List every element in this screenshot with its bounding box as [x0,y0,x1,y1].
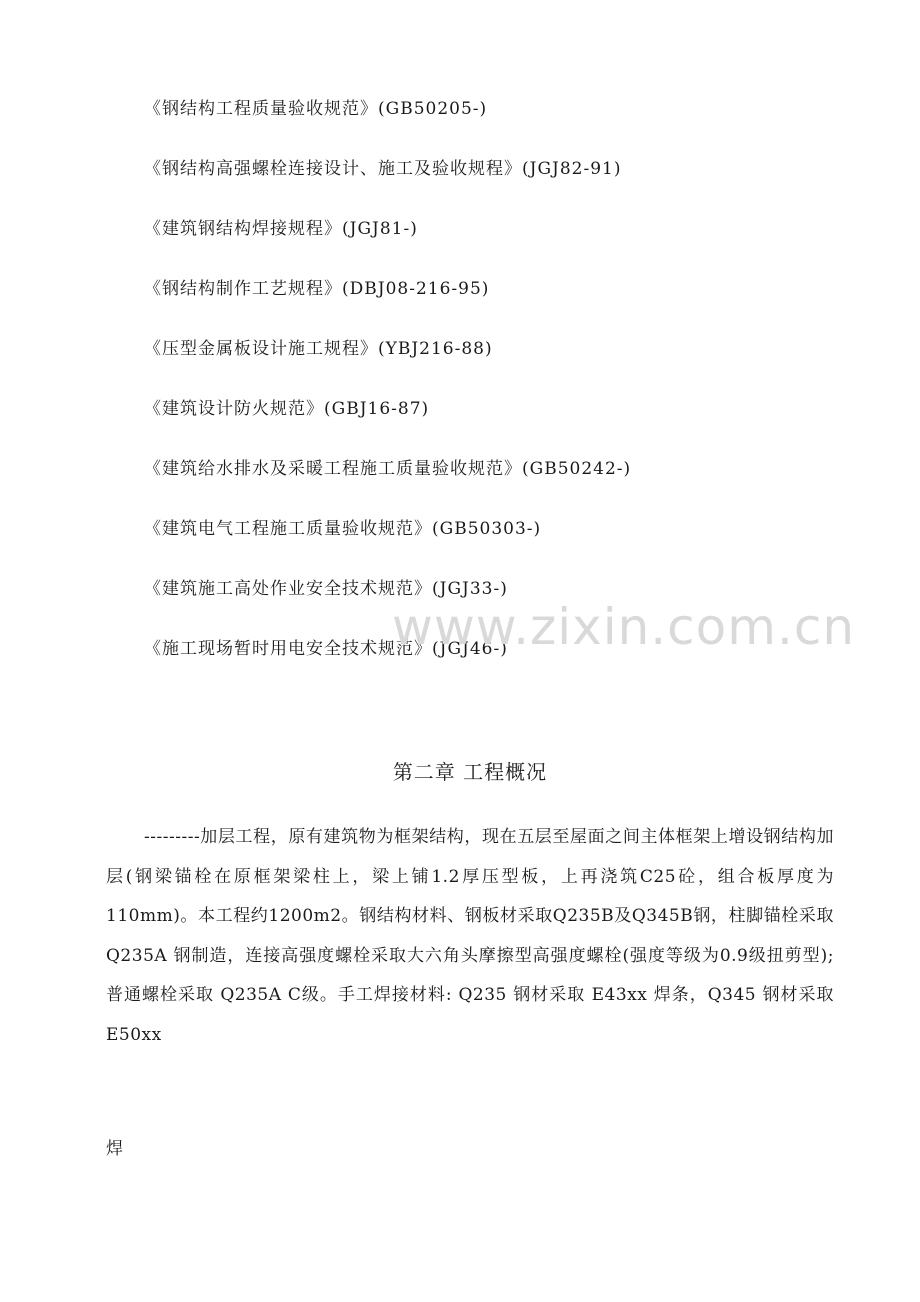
watermark: www.zixin.com.cn [392,598,856,656]
project-overview-paragraph: ---------加层工程，原有建筑物为框架结构，现在五层至屋面之间主体框架上增设钢结构加层(钢梁锚栓在原框架梁柱上，梁上铺1.2厚压型板，上再浇筑C25砼，组合板厚度为110mm)。本工程约1200m2。钢结构材料、钢板材采取Q235B及Q345B钢，柱脚锚栓采取Q235A 钢制造，连接高强度螺栓采取大六角头摩擦型高强度螺栓(强度等级为0.9级扭剪型); 普通螺栓采取 Q235A C级。手工焊接材料: Q235 钢材采取 E43xx 焊条，Q345 钢材采取 E50xx [106,827,834,1045]
reference-item: 《建筑给水排水及采暖工程施工质量验收规范》(GB50242-) [144,459,632,479]
reference-item: 《施工现场暂时用电安全技术规范》(JGJ46-) [144,639,508,659]
reference-item: 《建筑钢结构焊接规程》(JGJ81-) [144,219,418,239]
reference-item: 《建筑电气工程施工质量验收规范》(GB50303-) [144,519,542,539]
reference-item: 《建筑设计防火规范》(GBJ16-87) [144,399,430,419]
reference-item: 《钢结构高强螺栓连接设计、施工及验收规程》(JGJ82-91) [144,159,622,179]
reference-item: 《建筑施工高处作业安全技术规范》(JGJ33-) [144,579,508,599]
paragraph-continuation: 焊 [106,1139,123,1159]
chapter-title: 第二章 工程概况 [392,760,548,784]
reference-item: 《钢结构制作工艺规程》(DBJ08-216-95) [144,279,490,299]
reference-item: 《钢结构工程质量验收规范》(GB50205-) [144,99,488,119]
reference-item: 《压型金属板设计施工规程》(YBJ216-88) [144,339,493,359]
